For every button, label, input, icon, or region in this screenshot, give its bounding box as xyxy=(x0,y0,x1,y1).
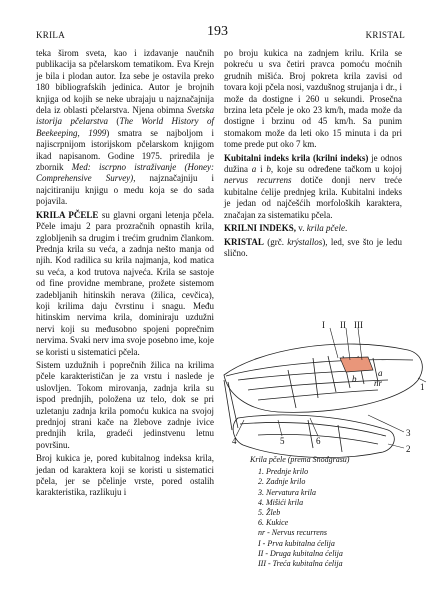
legend-item: 5. Žleb xyxy=(258,508,281,518)
paragraph-continuation xyxy=(224,48,402,151)
leader-line xyxy=(330,328,338,358)
legend-item: 4. Mišići krila xyxy=(258,497,304,507)
third-cubital-cell xyxy=(340,357,373,372)
text-run: je odnos dužina xyxy=(224,152,403,175)
text-run: i xyxy=(256,164,267,175)
legend-list xyxy=(258,467,412,569)
label-5: 5 xyxy=(280,436,285,446)
left-column xyxy=(36,48,214,501)
text-run: su glavni organi letenja pčela. Pčele imaju 2 para prozračnih opnastih krila, zglobljenih sa drugim i trećim grudnim člankom. Prednja krila su veća, a zadnja nešto manja od njih. Kod radilica su krila najmanja, kod matica su veća, a kod trutova najveća. Krila se sastoje od fine providne membrane, prožete sistemom zadebljanih hitinskih nerava (žilica, cevčica), koji krilima daju čvrstinu i snagu. Među hitinskim nervima krila, dominiraju uzdužni nervi koji su međusobno spojeni poprečnim nervima. Svaki nerv ima svoje posebno ime, koje se koristi u sistematici pčela. xyxy=(36,209,214,357)
vein xyxy=(288,370,296,408)
label-b: b xyxy=(352,374,357,384)
leader-line xyxy=(310,418,318,436)
label-1: 1 xyxy=(420,382,425,392)
vein xyxy=(226,360,413,376)
paragraph-eva-crane xyxy=(36,48,214,208)
label-cell-I: I xyxy=(322,320,325,330)
paragraph-krilni-indeks xyxy=(224,223,402,234)
legend-item: 2. Zadnje krilo xyxy=(258,477,306,487)
legend-item: II - Druga kubitalna ćelija xyxy=(258,548,343,558)
text-run: po broju kukica na zadnjem krilu. Krila se pokreću u sva četiri pravca pomoću moćnih grudnih mišića. Broj pokreta krila zavisi od tovara koji pčela nosi, vazdušnog strujanja i dr., i može da dostigne i 260 u sekundi. Prosečna brzina leta pčele je oko 23 km/h, mada može da dostigne i brzinu od 45 km/h. Sa punim stomakom može da leti oko 15 minuta i da pri tome prede put oko 7 km. xyxy=(224,48,402,150)
paragraph-broj-kukica xyxy=(36,453,214,499)
paragraph-sistem xyxy=(36,360,214,451)
running-header-right: KRISTAL xyxy=(365,30,405,40)
italic-term: b xyxy=(266,164,271,175)
text-run: Sistem uzdužnih i poprečnih žilica na krilima pčele karakterističan je za vrstu i naslede je uslovljen. Tokom mirovanja, zadnja krila su ispod prednjih, položena uz telo, dok se pri uzletanju zadnja krila pomoću kukica na svojoj prednjoj strani kače na žlebove zadnje ivice prednjih krila, gradeći jedinstvenu letnu površinu. xyxy=(36,359,214,450)
wing-base xyxy=(224,380,238,430)
paragraph-krila-pcele xyxy=(36,210,214,358)
running-header-left: KRILA xyxy=(36,30,65,40)
label-a: a xyxy=(378,368,383,378)
label-3: 3 xyxy=(406,428,411,438)
text-run: ), led, sve što je ledu slično. xyxy=(224,236,402,258)
leader-line xyxy=(236,420,244,436)
legend-item: nr - Nervus recurrens xyxy=(258,528,327,538)
figure-caption xyxy=(232,455,412,569)
legend-item: 3. Nervatura krila xyxy=(258,487,316,497)
italic-term: krýstallos xyxy=(287,236,323,247)
paragraph-kristal xyxy=(224,237,402,260)
vein xyxy=(248,380,388,390)
text-run: dotiče donji nerv treće kubitalne ćelije prednjeg krila. Kubitalni indeks je jedan od najčešćih morfoloških karaktera, značajan za sistematiku pčela. xyxy=(224,175,402,220)
vein xyxy=(313,358,318,398)
label-6: 6 xyxy=(316,436,321,446)
hindwing-outline xyxy=(233,415,394,458)
label-cell-III: III xyxy=(354,320,363,330)
text-run: . xyxy=(344,223,348,234)
italic-title: Med: iscrpno istraživanje (Honey: Comprehensive Survey) xyxy=(36,162,214,184)
label-2: 2 xyxy=(406,444,411,454)
legend-item: I - Prva kubitalna ćelija xyxy=(258,538,335,548)
italic-title: Svetska istorija pčelarstva xyxy=(36,105,214,127)
text-run: Broj kukica je, pored kubitalnog indeksa krila, jedan od karaktera koji se koristi u sistematici pčela, jer se pčelinje vrste, pored ostalih karakteristika, razlikuju i xyxy=(36,453,214,498)
caption-title: Krila pčele (prema Snodgrasu) xyxy=(250,455,350,464)
text-run: ( xyxy=(107,116,120,127)
text-run: v. xyxy=(296,223,307,234)
text-run: , koje su određene tačkom u kojoj xyxy=(270,164,402,175)
right-column xyxy=(224,48,402,261)
italic-term: a xyxy=(251,164,257,175)
text-run: teka širom sveta, kao i izdavanje naučnih publikacija sa pčelarskom tematikom. Eva Krejn je bila i plodan autor. Iza sebe je ostavila preko 180 bibliografskih jedinica. Autor je brojnih knjiga od kojih se neke ubrajaju u najznačajnija dela iz oblasti pčelarstva. Njena obimna xyxy=(36,48,214,116)
italic-title: The World History of Beekeeping, 1999 xyxy=(36,116,214,138)
italic-term: nervus recurrens xyxy=(224,175,292,186)
label-nr: nr xyxy=(374,378,383,388)
label-4: 4 xyxy=(232,436,237,446)
legend-item: III - Treća kubitalna ćelija xyxy=(258,559,343,569)
entry-headword: KRILNI INDEKS, xyxy=(224,223,297,234)
text-run: ) smatra se najboljom i najiscrpnijom istorijskom pčelarskom knjigom ikad napisanom. Godine 1975. priredila je zbornik xyxy=(36,127,214,173)
cross-reference: krila pčele xyxy=(306,223,345,234)
entry-headword: KRISTAL xyxy=(224,236,264,247)
text-run: , najznačajniju i najcitiraniju knjigu o medu koja se do sada pojavila. xyxy=(36,173,214,207)
vein xyxy=(338,425,342,452)
entry-headword: Kubitalni indeks krila (krilni indeks) xyxy=(224,152,369,163)
text-run: (grč. xyxy=(263,236,288,247)
page-number: 193 xyxy=(207,24,228,39)
legend-item: 6. Kukice xyxy=(258,518,289,528)
bee-wing-illustration xyxy=(218,320,428,470)
paragraph-kubitalni-indeks xyxy=(224,153,402,221)
legend-item: 1. Prednje krilo xyxy=(258,467,309,477)
entry-headword: KRILA PČELE xyxy=(36,209,99,220)
label-cell-II: II xyxy=(340,320,346,330)
